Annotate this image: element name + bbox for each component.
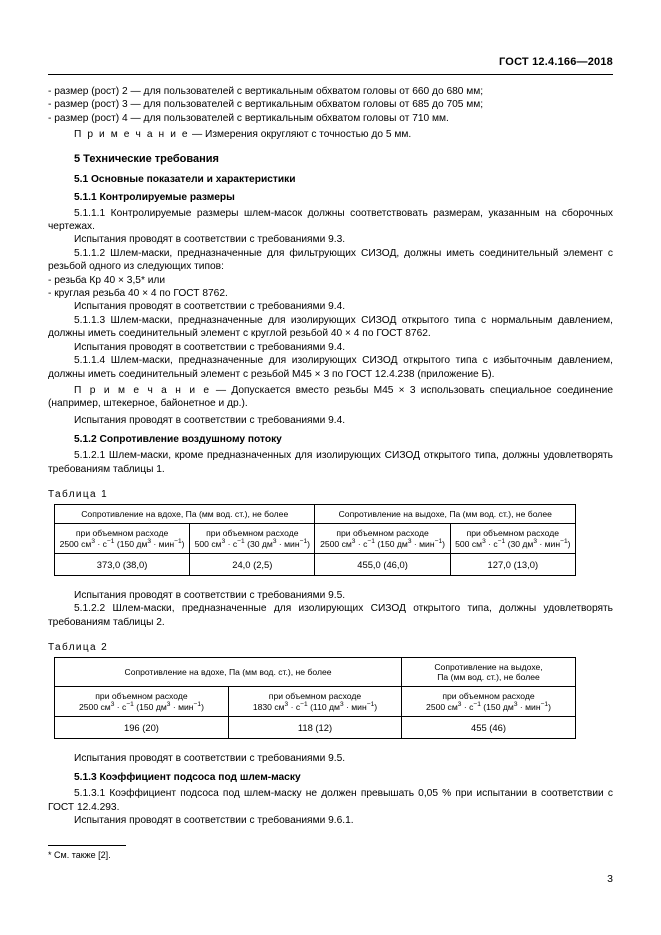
note-text: — Измерения округляют с точностью до 5 мм. — [189, 129, 412, 141]
paragraph-5-1-1-4-tests: Испытания проводят в соответствии с требованиями 9.4. — [74, 414, 346, 426]
table-2-subhead-3: при объемном расходе 2500 $см^3 \cdot с^{-1}$ (150 $дм^3 \cdot мин^{-1}$) — [402, 687, 576, 717]
paragraph-5-1-3-1-tests: Испытания проводят в соответствии с требованиями 9.6.1. — [74, 815, 354, 827]
table-2-head-exhale: Сопротивление на выдохе, Па (мм вод. ст.), не более — [402, 658, 576, 687]
note2-label: П р и м е ч а н и е — [74, 384, 211, 396]
table-1-caption: Таблица 1 — [48, 488, 109, 500]
paragraph-5-1-1-1-tests: Испытания проводят в соответствии с требованиями 9.3. — [74, 234, 346, 246]
table-row — [55, 716, 576, 738]
table-1-subhead-1: при объемном расходе 2500 $см^3 \cdot с^{-1}$ (150 $дм^3 \cdot мин^{-1}$) — [55, 523, 190, 553]
thread-option-a: - резьба Кр 40 × 3,5* или — [48, 274, 166, 286]
table-row — [55, 553, 576, 575]
table-row — [55, 687, 576, 717]
header-divider — [48, 74, 613, 75]
page-content — [48, 56, 613, 828]
thread-option-b: - круглая резьба 40 × 4 по ГОСТ 8762. — [48, 288, 228, 300]
table-row — [55, 523, 576, 553]
footnote-text: * См. также [2]. — [48, 850, 111, 860]
section-5-1-title: 5.1 Основные показатели и характеристики — [74, 173, 296, 185]
table-1-head-inhale: Сопротивление на вдохе, Па (мм вод. ст.), не более — [55, 504, 315, 523]
table-2-head-inhale: Сопротивление на вдохе, Па (мм вод. ст.), не более — [55, 658, 402, 687]
size-item-3: - размер (рост) 3 — для пользователей с вертикальным обхватом головы от 685 до 705 мм; — [48, 99, 484, 111]
table-row — [55, 658, 576, 687]
table-2-value-3: 455 (46) — [402, 716, 576, 738]
table-row — [55, 504, 576, 523]
table-2-value-2: 118 (12) — [228, 716, 401, 738]
paragraph-5-1-1-2: 5.1.1.2 Шлем-маски, предназначенные для фильтрующих СИЗОД, должны иметь соединительный элемент с резьбой одного из следующих типов: — [48, 247, 613, 273]
section-5-title: 5 Технические требования — [74, 152, 219, 165]
size-item-2: - размер (рост) 2 — для пользователей с вертикальным обхватом головы от 660 до 680 мм; — [48, 86, 484, 97]
table-2-caption: Таблица 2 — [48, 642, 109, 654]
table-2-value-1: 196 (20) — [55, 716, 229, 738]
footnote-area — [48, 845, 613, 860]
section-5-1-3-title: 5.1.3 Коэффициент подсоса под шлем-маску — [74, 772, 301, 784]
paragraph-5-1-1-1: 5.1.1.1 Контролируемые размеры шлем-масок должны соответствовать размерам, указанным на сборочных чертежах. — [48, 207, 613, 233]
section-5-1-1-title: 5.1.1 Контролируемые размеры — [74, 191, 235, 203]
note-special-connection — [48, 384, 613, 411]
paragraph-5-1-2-2: 5.1.2.2 Шлем-маски, предназначенные для изолирующих СИЗОД открытого типа, должны удовлетворять требованиям таблицы 2. — [48, 603, 613, 628]
table-1-value-3: 455,0 (46,0) — [315, 553, 450, 575]
paragraph-5-1-1-3: 5.1.1.3 Шлем-маски, предназначенные для изолирующих СИЗОД открытого типа с нормальным давлением, должны иметь соединительный элемент с круглой резьбой 40 × 4 по ГОСТ 8762. — [48, 314, 613, 340]
table-1-subhead-3: при объемном расходе 2500 $см^3 \cdot с^{-1}$ (150 $дм^3 \cdot мин^{-1}$) — [315, 523, 450, 553]
table-1-subhead-4: при объемном расходе 500 $см^3 \cdot с^{-1}$ (30 $дм^3 \cdot мин^{-1}$) — [450, 523, 575, 553]
table-1-value-1: 373,0 (38,0) — [55, 553, 190, 575]
section-5-1-2-title: 5.1.2 Сопротивление воздушному потоку — [74, 434, 282, 446]
table-2-subhead-2: при объемном расходе 1830 $см^3 \cdot с^{-1}$ (110 $дм^3 \cdot мин^{-1}$) — [228, 687, 401, 717]
note-measurement — [48, 128, 613, 141]
table-1-head-exhale: Сопротивление на выдохе, Па (мм вод. ст.), не более — [315, 504, 576, 523]
paragraph-5-1-2-1-tests: Испытания проводят в соответствии с требованиями 9.5. — [74, 589, 346, 601]
size-item-4: - размер (рост) 4 — для пользователей с вертикальным обхватом головы от 710 мм. — [48, 112, 449, 124]
table-1-value-4: 127,0 (13,0) — [450, 553, 575, 575]
page-number: 3 — [607, 873, 613, 885]
table-2 — [54, 657, 576, 739]
paragraph-5-1-1-4: 5.1.1.4 Шлем-маски, предназначенные для изолирующих СИЗОД открытого типа с избыточным давлением, должны иметь соединительный элемент с резьбой М45 × 3 по ГОСТ 12.4.238 (приложение Б). — [48, 355, 613, 380]
paragraph-5-1-3-1: 5.1.3.1 Коэффициент подсоса под шлем-маску не должен превышать 0,05 % при испытании в соответствии с ГОСТ 12.4.293. — [48, 788, 613, 813]
table-1-value-2: 24,0 (2,5) — [190, 553, 315, 575]
table-2-subhead-1: при объемном расходе 2500 $см^3 \cdot с^{-1}$ (150 $дм^3 \cdot мин^{-1}$) — [55, 687, 229, 717]
standard-header: ГОСТ 12.4.166—2018 — [499, 56, 613, 68]
footnote-divider — [48, 845, 126, 846]
paragraph-5-1-2-1: 5.1.2.1 Шлем-маски, кроме предназначенных для изолирующих СИЗОД открытого типа, должны удовлетворять требованиям таблицы 1. — [48, 450, 613, 475]
table-1 — [54, 504, 576, 576]
paragraph-5-1-1-3-tests: Испытания проводят в соответствии с требованиями 9.4. — [74, 341, 346, 353]
note-label: П р и м е ч а н и е — [74, 129, 190, 141]
table-1-subhead-2: при объемном расходе 500 $см^3 \cdot с^{-1}$ (30 $дм^3 \cdot мин^{-1}$) — [190, 523, 315, 553]
note2-text: — Допускается вместо резьбы М45 × 3 использовать специальное соединение (например, штекерное, байонетное и др.). — [48, 384, 613, 410]
paragraph-5-1-2-2-tests: Испытания проводят в соответствии с требованиями 9.5. — [74, 752, 346, 764]
paragraph-5-1-1-2-tests: Испытания проводят в соответствии с требованиями 9.4. — [74, 301, 346, 313]
